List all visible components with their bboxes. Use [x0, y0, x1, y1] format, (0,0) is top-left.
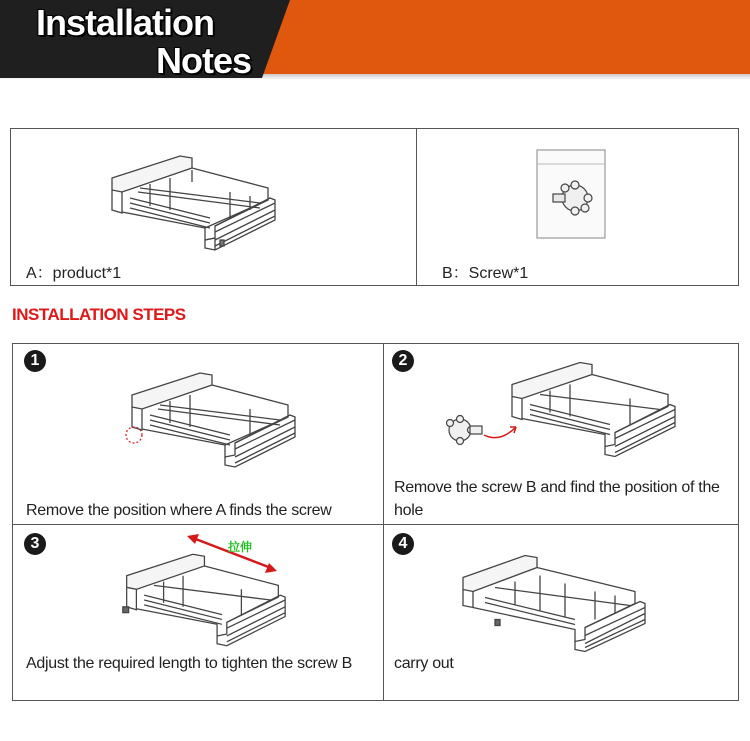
contents-divider — [416, 129, 417, 285]
step-3-text: Adjust the required length to tighten the screw B — [26, 655, 352, 672]
step-4-number: 4 — [392, 533, 414, 555]
screw-caption: B：Screw*1 — [442, 265, 529, 282]
step-4-basket-illustration — [455, 545, 650, 660]
steps-vertical-divider — [383, 344, 384, 700]
step-1-basket-illustration — [115, 365, 305, 475]
step-3-basket-illustration — [115, 545, 290, 655]
step-1-text: Remove the position where A finds the screw — [26, 502, 332, 519]
basket-illustration — [100, 148, 280, 258]
step-4-text: carry out — [394, 655, 454, 672]
step-3-number: 3 — [24, 533, 46, 555]
page-title-line2: Notes — [156, 40, 252, 81]
page-title-line1: Installation — [36, 2, 215, 43]
product-caption: A：product*1 — [26, 265, 122, 282]
screw-bag-illustration — [535, 148, 607, 240]
step-1-number: 1 — [24, 350, 46, 372]
installation-steps-heading: INSTALLATION STEPS — [12, 305, 186, 324]
steps-horizontal-divider — [13, 524, 738, 525]
step-2-basket-illustration — [500, 352, 680, 467]
step-2-text: Remove the screw B and find the position of the hole — [394, 479, 720, 519]
stretch-arrow-label: 拉伸 — [228, 540, 253, 554]
step-2-number: 2 — [392, 350, 414, 372]
